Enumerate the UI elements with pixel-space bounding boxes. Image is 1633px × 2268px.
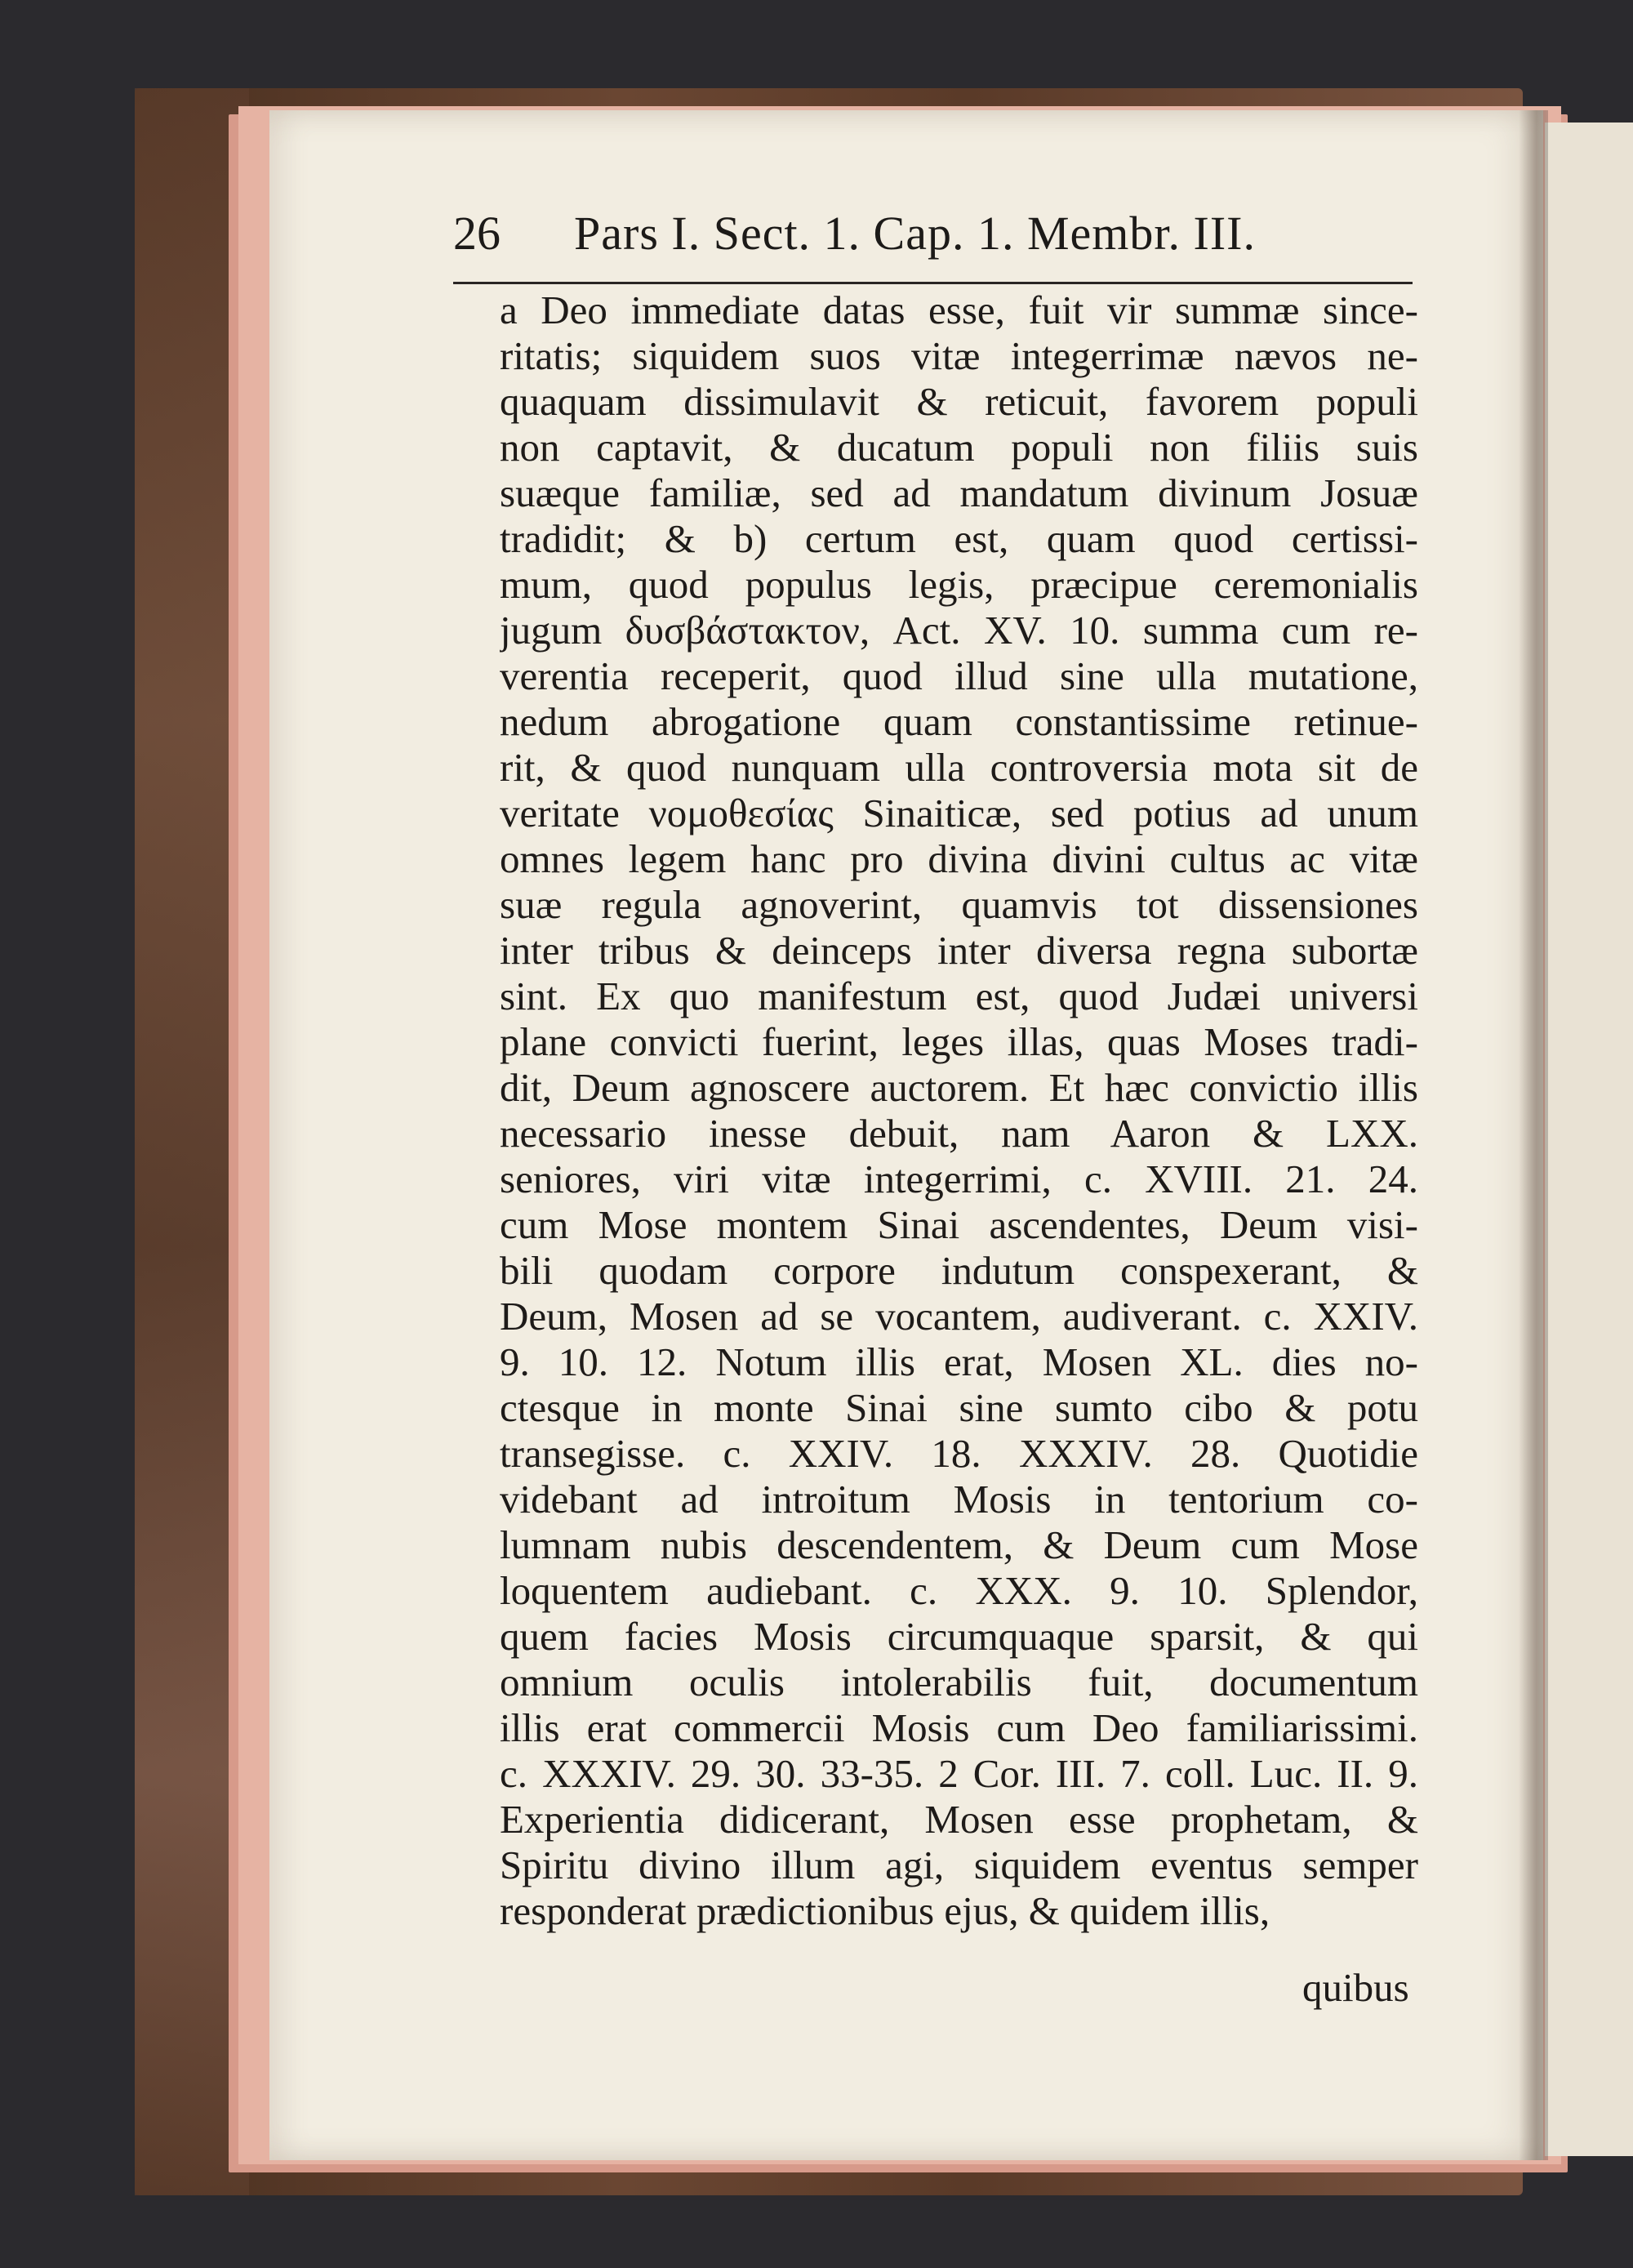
header-rule bbox=[453, 282, 1413, 284]
text-line: omnium oculis intolerabilis fuit, documentum bbox=[500, 1660, 1418, 1704]
page-number: 26 bbox=[453, 207, 501, 260]
text-line: quem facies Mosis circumquaque sparsit, & qui bbox=[500, 1614, 1418, 1659]
text-line: seniores, viri vitæ integerrimi, c. XVIII. 21. 24. bbox=[500, 1156, 1418, 1201]
text-line: Deum, Mosen ad se vocantem, audiverant. c. XXIV. bbox=[500, 1294, 1418, 1339]
body-text bbox=[500, 287, 1418, 1934]
text-line: Spiritu divino illum agi, siquidem eventus semper bbox=[500, 1842, 1418, 1887]
text-line: dit, Deum agnoscere auctorem. Et hæc convictio illis bbox=[500, 1065, 1418, 1110]
text-line: non captavit, & ducatum populi non filiis suis bbox=[500, 425, 1418, 470]
text-line: rit, & quod nunquam ulla controversia mota sit de bbox=[500, 745, 1418, 790]
text-line: Experientia didicerant, Mosen esse prophetam, & bbox=[500, 1797, 1418, 1842]
text-line: responderat prædictionibus ejus, & quidem illis, bbox=[500, 1888, 1270, 1933]
text-line: ctesque in monte Sinai sine sumto cibo & potu bbox=[500, 1385, 1418, 1430]
running-head: Pars I. Sect. 1. Cap. 1. Membr. III. bbox=[574, 207, 1256, 260]
text-line: veritate νομοθεσίας Sinaiticæ, sed potius ad unum bbox=[500, 791, 1418, 835]
text-line: omnes legem hanc pro divina divini cultus ac vitæ bbox=[500, 836, 1418, 881]
text-line: mum, quod populus legis, præcipue ceremonialis bbox=[500, 562, 1418, 607]
page-gutter bbox=[1519, 110, 1548, 2160]
text-line: nedum abrogatione quam constantissime retinue- bbox=[500, 699, 1418, 744]
text-line: lumnam nubis descendentem, & Deum cum Mose bbox=[500, 1522, 1418, 1567]
text-line: videbant ad introitum Mosis in tentorium co- bbox=[500, 1477, 1418, 1522]
text-line: suæque familiæ, sed ad mandatum divinum Josuæ bbox=[500, 470, 1418, 515]
text-line: bili quodam corpore indutum conspexerant, & bbox=[500, 1248, 1418, 1293]
text-line: c. XXXIV. 29. 30. 33-35. 2 Cor. III. 7. coll. Luc. II. 9. bbox=[500, 1751, 1418, 1796]
text-line: jugum δυσβάστακτον, Act. XV. 10. summa cum re- bbox=[500, 608, 1418, 653]
text-line: plane convicti fuerint, leges illas, quas Moses tradi- bbox=[500, 1019, 1418, 1064]
text-line: quaquam dissimulavit & reticuit, favorem populi bbox=[500, 379, 1418, 424]
facing-page bbox=[1545, 123, 1633, 2156]
text-line: inter tribus & deinceps inter diversa regna subortæ bbox=[500, 928, 1418, 973]
catchword: quibus bbox=[1302, 1965, 1409, 2010]
text-line: necessario inesse debuit, nam Aaron & LXX. bbox=[500, 1111, 1418, 1156]
text-line: verentia receperit, quod illud sine ulla mutatione, bbox=[500, 653, 1418, 698]
text-line: illis erat commercii Mosis cum Deo familiarissimi. bbox=[500, 1705, 1418, 1750]
text-line: 9. 10. 12. Notum illis erat, Mosen XL. dies no- bbox=[500, 1339, 1418, 1384]
page-header bbox=[453, 206, 1417, 271]
text-line: sint. Ex quo manifestum est, quod Judæi universi bbox=[500, 974, 1418, 1018]
text-line: transegisse. c. XXIV. 18. XXXIV. 28. Quotidie bbox=[500, 1431, 1418, 1476]
text-line: suæ regula agnoverint, quamvis tot dissensiones bbox=[500, 882, 1418, 927]
text-line: tradidit; & b) certum est, quam quod certissi- bbox=[500, 516, 1418, 561]
text-line: a Deo immediate datas esse, fuit vir summæ sincе- bbox=[500, 287, 1418, 332]
text-line: ritatis; siquidem suos vitæ integerrimæ nævos ne- bbox=[500, 333, 1418, 378]
text-line: loquentem audiebant. c. XXX. 9. 10. Splendor, bbox=[500, 1568, 1418, 1613]
text-line: cum Mose montem Sinai ascendentes, Deum visi- bbox=[500, 1202, 1418, 1247]
